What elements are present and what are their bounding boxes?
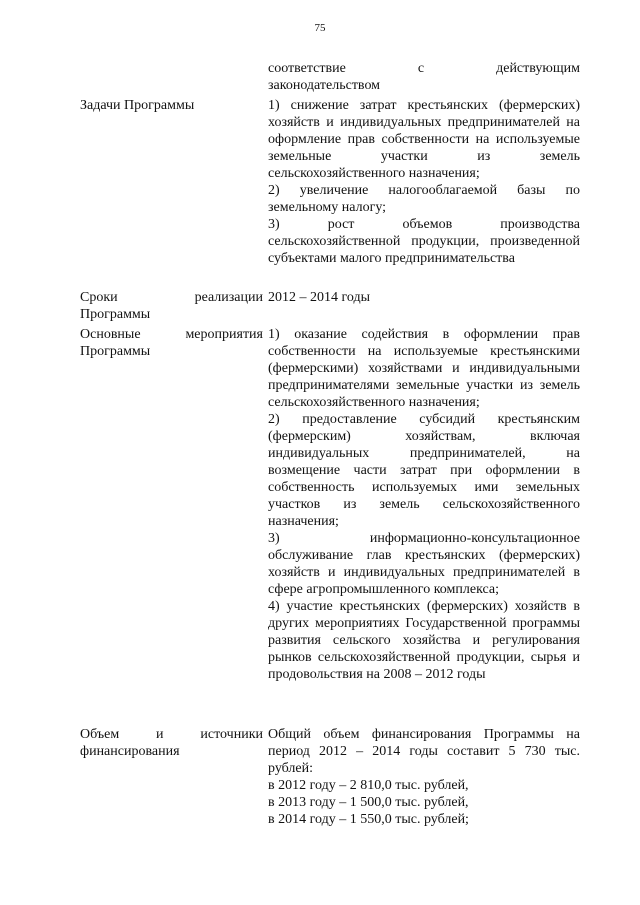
list-item: 2) увеличение налогооблагаемой базы по земельному налогу; <box>268 183 580 215</box>
section-content <box>268 326 580 683</box>
continued-line: соответствие с действующим <box>268 61 580 76</box>
list-item: 3) рост объемов производства сельскохозяйственной продукции, произведенной субъектами малого предпринимательства <box>268 217 580 266</box>
page-number: 75 <box>314 22 326 34</box>
continued-text <box>268 60 580 94</box>
section-label: Задачи Программы <box>80 98 195 113</box>
list-item: 1) оказание содействия в оформлении прав собственности на используемые крестьянскими (фермерскими) хозяйствами и индивидуальными предпринимателями земельные участки из земель сельскохозяйственного назначения; <box>268 327 580 410</box>
section-content <box>268 97 580 267</box>
list-item: 4) участие крестьянских (фермерских) хозяйств в других мероприятиях Государственной программы развития сельского хозяйства и регулирования рынков сельскохозяйственной продукции, сырья и продовольствия на 2008 – 2012 годы <box>268 599 580 682</box>
section-content <box>268 726 580 828</box>
list-item: в 2013 году – 1 500,0 тыс. рублей, <box>268 795 469 810</box>
section-label: Сроки реализации Программы <box>80 290 263 322</box>
list-item: 1) снижение затрат крестьянских (фермерских) хозяйств и индивидуальных предпринимателей на оформление прав собственности на используемые земельные участки из земель сельскохозяйственного назначения; <box>268 98 580 181</box>
section-label: Основные мероприятия Программы <box>80 327 263 359</box>
list-item: в 2014 году – 1 550,0 тыс. рублей; <box>268 812 469 827</box>
continued-line: законодательством <box>268 78 381 93</box>
list-item: в 2012 году – 2 810,0 тыс. рублей, <box>268 778 469 793</box>
section-content <box>268 289 580 306</box>
list-item: 2) предоставление субсидий крестьянским (фермерским) хозяйствам, включая индивидуальных предпринимателей, на возмещение части затрат при оформлении в собственность используемых ими земельных участков из земель сельскохозяйственного назначения; <box>268 412 580 529</box>
list-item: 3) информационно-консультационное обслуживание глав крестьянских (фермерских) хозяйств и индивидуальных предпринимателей в сфере агропромышленного комплекса; <box>268 531 580 597</box>
list-item: 2012 – 2014 годы <box>268 290 371 305</box>
section-label: Объем и источники финансирования <box>80 727 263 759</box>
list-item: Общий объем финансирования Программы на период 2012 – 2014 годы составит 5 730 тыс. рублей: <box>268 727 580 776</box>
